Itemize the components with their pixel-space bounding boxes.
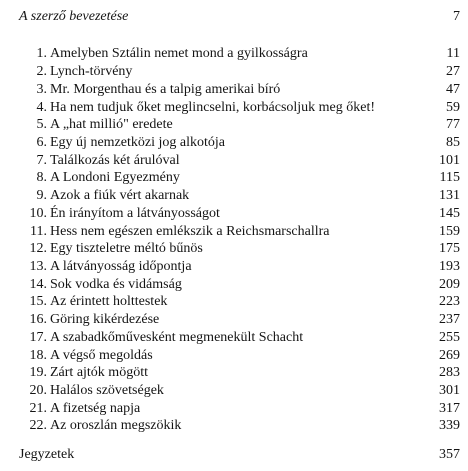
toc-entry — [0, 99, 468, 116]
toc-entry-number: 5. — [36, 117, 47, 132]
toc-entry-title: Zárt ajtók mögött — [50, 365, 148, 380]
toc-entry-number: 15. — [29, 294, 47, 309]
toc-entry-page: 47 — [446, 82, 460, 97]
toc-entry-title: Göring kikérdezése — [50, 312, 160, 327]
toc-entry-page: 193 — [439, 259, 460, 274]
toc-entry-page: 255 — [439, 330, 460, 345]
toc-entry-title: Mr. Morgenthau és a talpig amerikai bíró — [50, 82, 281, 97]
toc-entry-number: 4. — [36, 100, 47, 115]
toc-entry-number: 18. — [29, 348, 47, 363]
toc-entry-page: 339 — [439, 418, 460, 433]
toc-entry-title: A szerző bevezetése — [19, 9, 129, 24]
toc-entry-number: 9. — [36, 188, 47, 203]
toc-entry-number: 10. — [29, 206, 47, 221]
toc-entry-page: 283 — [439, 365, 460, 380]
toc-entry-title: Amelyben Sztálin nemet mond a gyilkosságra — [50, 46, 308, 61]
toc-entry — [0, 134, 468, 151]
toc-entry-number: 8. — [36, 170, 47, 185]
toc-entry-page: 237 — [439, 312, 460, 327]
toc-entry-page: 301 — [439, 383, 460, 398]
toc-entry-number: 12. — [29, 241, 47, 256]
toc-entry-number: 11. — [30, 224, 47, 239]
toc-entry — [0, 152, 468, 169]
toc-entry-title: Az érintett holttestek — [50, 294, 168, 309]
toc-entry-title: A szabadkőművesként megmenekült Schacht — [50, 330, 304, 345]
toc-entry — [0, 223, 468, 240]
toc-entry-title: Halálos szövetségek — [50, 383, 164, 398]
toc-entry-page: 77 — [446, 117, 460, 132]
toc-entry — [0, 81, 468, 98]
toc-entry-number: 13. — [29, 259, 47, 274]
toc-entry-title: Én irányítom a látványosságot — [50, 206, 220, 221]
toc-entry-title: Ha nem tudjuk őket meglincselni, korbácsoljuk meg őket! — [50, 100, 376, 115]
toc-entry-title: Egy tiszteletre méltó bűnös — [50, 241, 203, 256]
toc-entry — [0, 205, 468, 222]
toc-entry-page: 357 — [439, 447, 460, 462]
toc-entry-page: 209 — [439, 277, 460, 292]
toc-entry-number: 21. — [29, 401, 47, 416]
toc-entry-page: 175 — [439, 241, 460, 256]
toc-intro-entry — [0, 8, 468, 25]
toc-entry — [0, 417, 468, 434]
toc-entry — [0, 311, 468, 328]
toc-entry — [0, 240, 468, 257]
toc-entry — [0, 187, 468, 204]
toc-entry — [0, 63, 468, 80]
toc-entry-number: 3. — [36, 82, 47, 97]
toc-entry-title: A látványosság időpontja — [50, 259, 192, 274]
toc-entry-title: Hess nem egészen emlékszik a Reichsmarschallra — [50, 224, 330, 239]
toc-entry-number: 16. — [29, 312, 47, 327]
toc-entry-page: 7 — [453, 9, 460, 24]
toc-entry-number: 19. — [29, 365, 47, 380]
toc-entry-title: Találkozás két árulóval — [50, 153, 180, 168]
toc-entry-number: 7. — [36, 153, 47, 168]
toc-entry-number: 17. — [29, 330, 47, 345]
toc-entry-page: 269 — [439, 348, 460, 363]
toc-entry-page: 59 — [446, 100, 460, 115]
toc-entry-page: 115 — [439, 170, 460, 185]
toc-entry-number: 14. — [29, 277, 47, 292]
toc-entry — [0, 276, 468, 293]
toc-entry-number: 20. — [29, 383, 47, 398]
toc-entry — [0, 258, 468, 275]
toc-entry-page: 11 — [446, 46, 460, 61]
toc-entry-title: Jegyzetek — [19, 447, 75, 462]
toc-entry-title: A fizetség napja — [50, 401, 141, 416]
toc-entry-page: 27 — [446, 64, 460, 79]
toc-entry-number: 1. — [36, 46, 47, 61]
toc-entry-title: A „hat millió" eredete — [50, 117, 173, 132]
toc-entry-number: 2. — [36, 64, 47, 79]
toc-entry — [0, 45, 468, 62]
toc-entry-page: 145 — [439, 206, 460, 221]
toc-entry — [0, 347, 468, 364]
toc-entry-title: Az oroszlán megszökik — [50, 418, 182, 433]
toc-entry-page: 317 — [439, 401, 460, 416]
toc-entry — [0, 169, 468, 186]
toc-entry — [0, 364, 468, 381]
toc-entry — [0, 382, 468, 399]
toc-entry-title: A Londoni Egyezmény — [50, 170, 180, 185]
toc-entry — [0, 400, 468, 417]
toc-entry-page: 159 — [439, 224, 460, 239]
toc-entry-page: 85 — [446, 135, 460, 150]
toc-entry — [0, 329, 468, 346]
toc-entry-title: Lynch-törvény — [50, 64, 133, 79]
toc-entry-page: 131 — [439, 188, 460, 203]
toc-entry-title: Sok vodka és vidámság — [50, 277, 182, 292]
toc-notes-entry — [0, 446, 468, 463]
toc-entry-title: Azok a fiúk vért akarnak — [50, 188, 190, 203]
toc-entry-title: Egy új nemzetközi jog alkotója — [50, 135, 225, 150]
toc-entry-title: A végső megoldás — [50, 348, 153, 363]
toc-entry-page: 223 — [439, 294, 460, 309]
toc-entry-number: 6. — [36, 135, 47, 150]
toc-entry-page: 101 — [439, 153, 460, 168]
toc-entry-number: 22. — [29, 418, 47, 433]
toc-entry — [0, 293, 468, 310]
toc-entry — [0, 116, 468, 133]
